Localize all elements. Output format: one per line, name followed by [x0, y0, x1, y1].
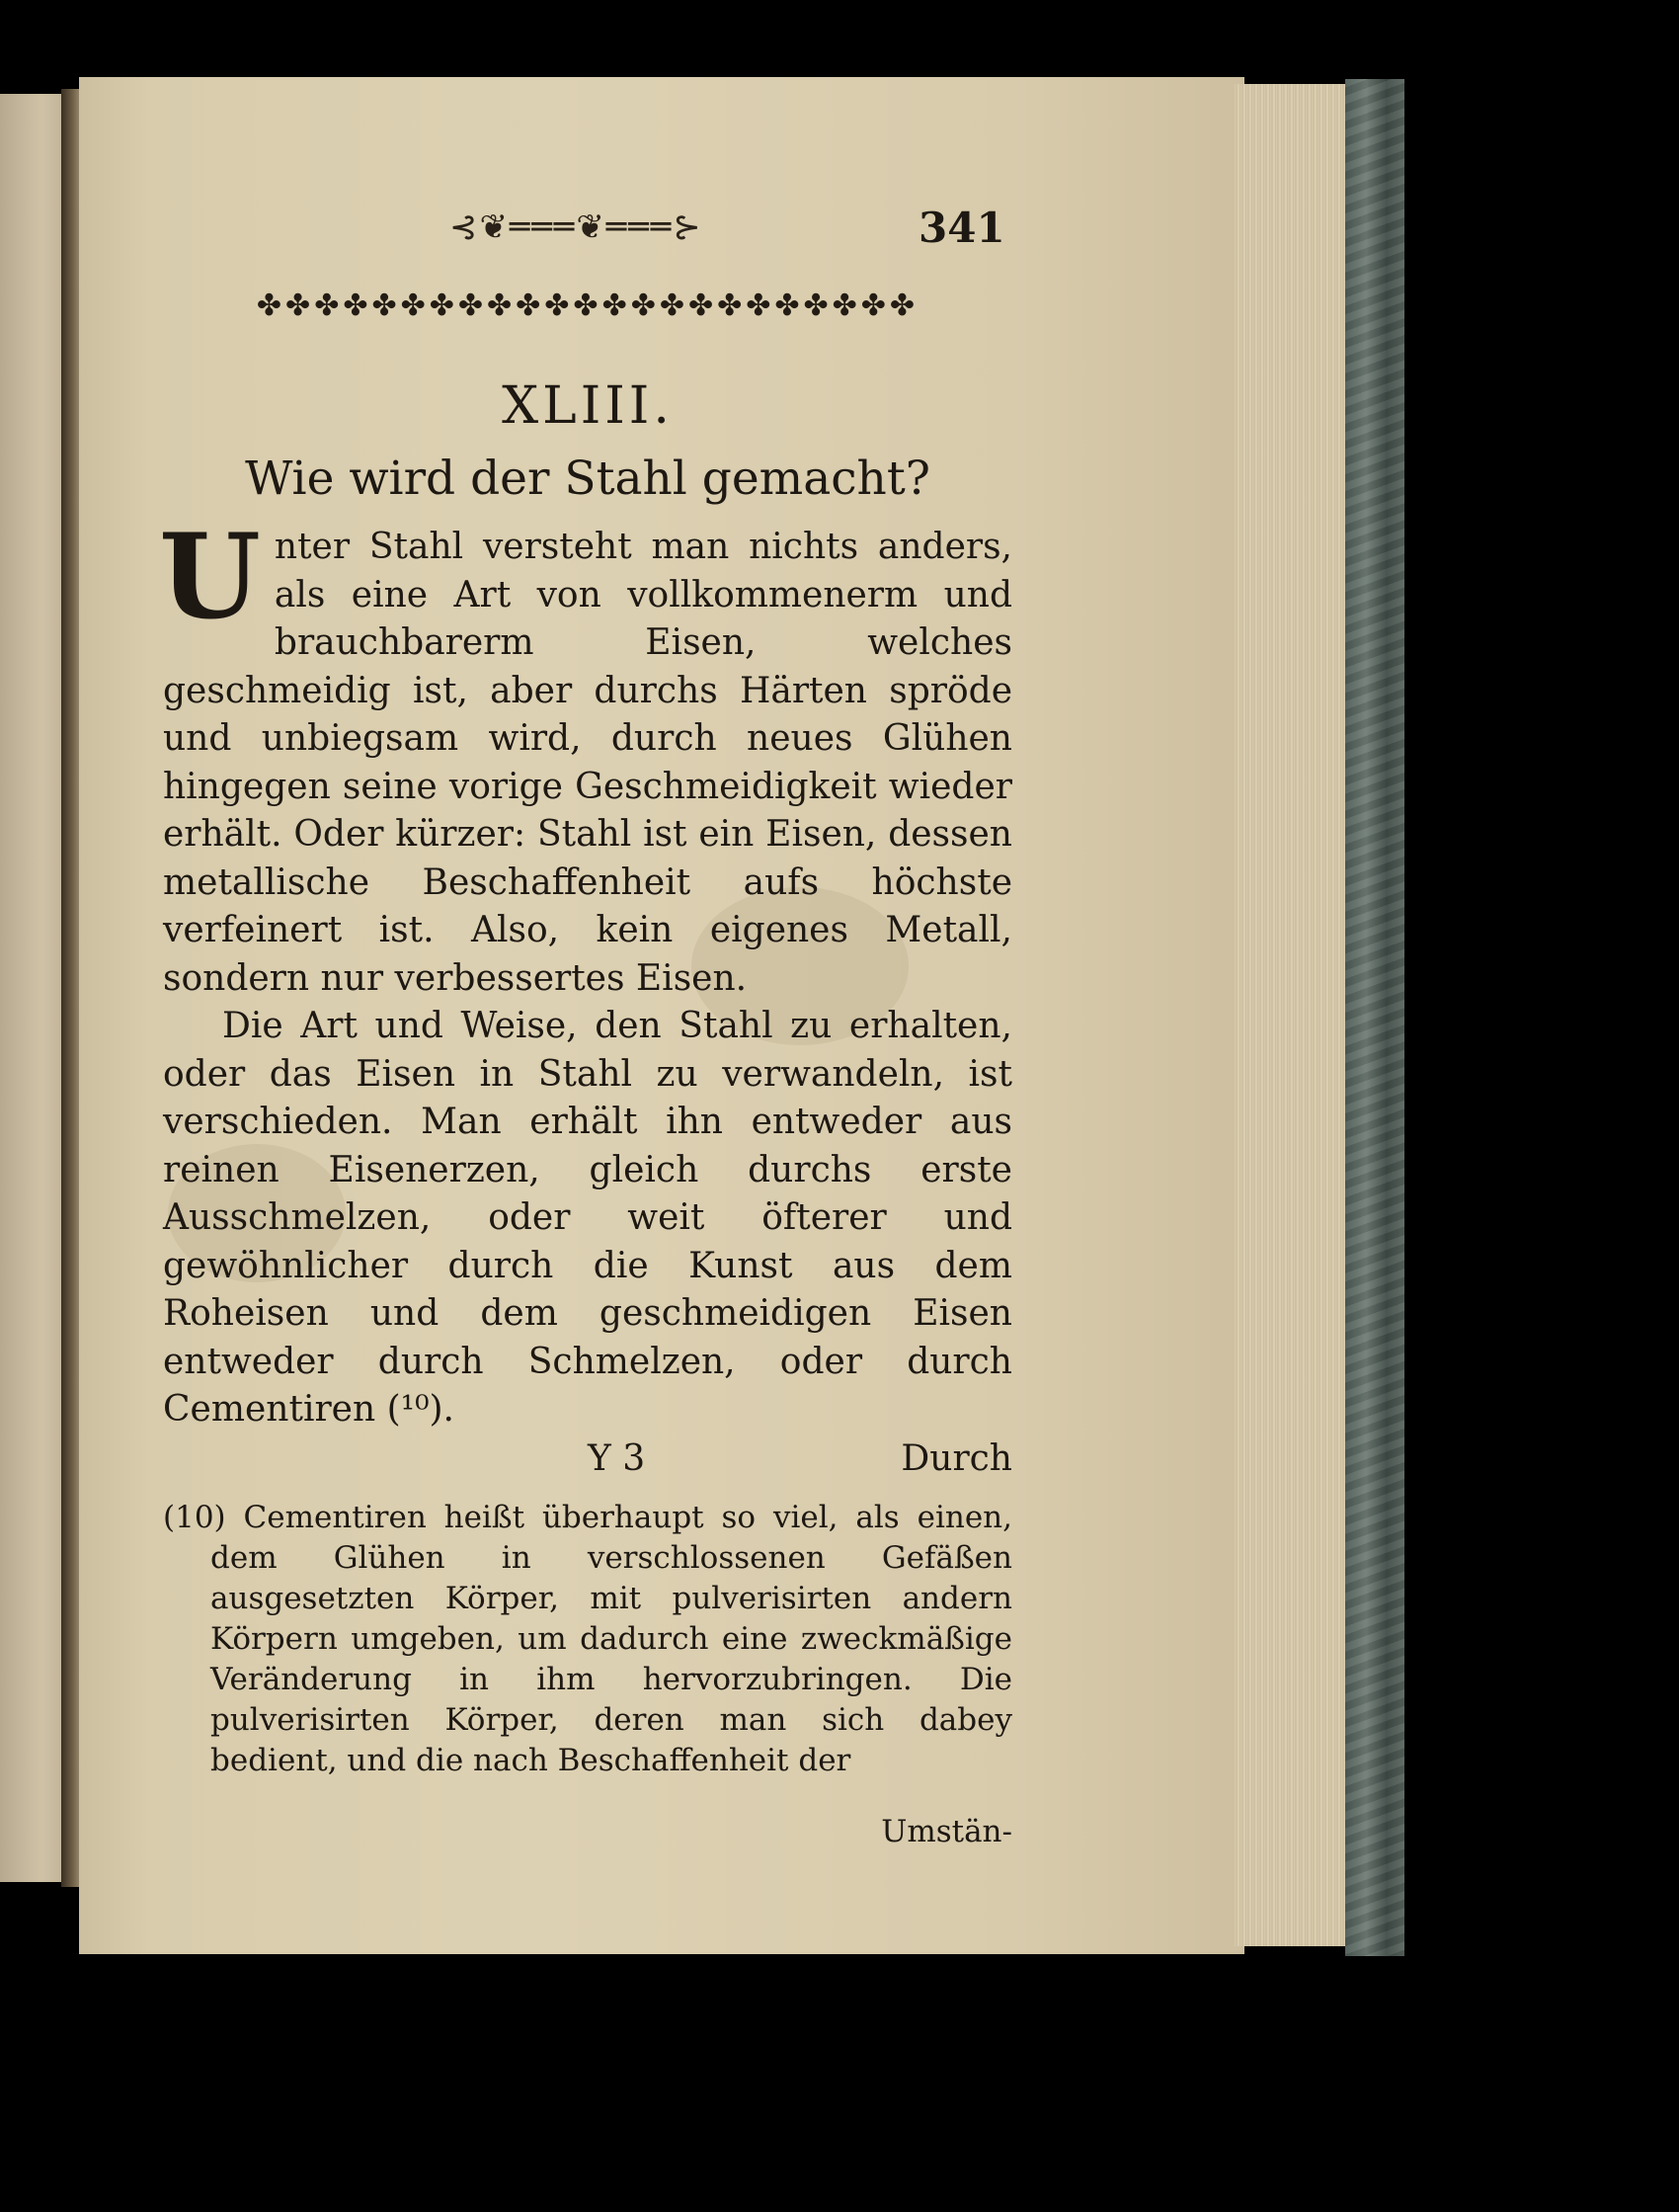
footnote-catchword: Umstän-	[881, 1813, 1012, 1849]
page-number: 341	[919, 204, 1005, 252]
catchword: Durch	[901, 1437, 1012, 1479]
page-edges	[1235, 84, 1348, 1946]
footnote: (10) Cementiren heißt überhaupt so viel, als einen, dem Glühen in verschlossenen Gefäßen ausgesetzten Körper, mit pulverisirten andern Körpern umgeben, um dadurch eine zweckmäßige Veränderung in ihm hervorzubringen. Die pulverisirten Körper, deren man sich dabey bedient, und die nach Beschaffenheit der	[163, 1499, 1012, 1778]
chapter-number: XLIII.	[502, 376, 674, 436]
paragraph: Die Art und Weise, den Stahl zu erhalten, oder das Eisen in Stahl zu verwandeln, ist verschieden. Man erhält ihn entweder aus reinen Eisenerzen, gleich durchs erste Ausschmelzen, oder weit öfterer und gewöhnlicher durch die Kunst aus dem Roheisen und dem geschmeidigen Eisen entweder durch Schmelzen, oder durch Cementiren (¹⁰).	[163, 1006, 1012, 1430]
paragraph: Unter Stahl versteht man nichts anders, als eine Art von vollkommenerm und brauchbarerm Eisen, welches geschmeidig ist, aber durchs Härten spröde und unbiegsam wird, durch neues Glühen hingegen seine vorige Geschmeidigkeit wieder erhält. Oder kürzer: Stahl ist ein Eisen, dessen metallische Beschaffenheit aufs höchste verfeinert ist. Also, kein eigenes Metall, sondern nur verbessertes Eisen.	[159, 508, 1012, 999]
book-cover	[1345, 79, 1404, 1956]
ornament-rule: ✤✤✤✤✤✤✤✤✤✤✤✤✤✤✤✤✤✤✤✤✤✤✤	[256, 288, 919, 323]
page-footer	[163, 1438, 1012, 1490]
chapter-title: Wie wird der Stahl gemacht?	[245, 451, 930, 506]
signature-mark: Y 3	[588, 1437, 646, 1479]
page-header	[163, 198, 1012, 267]
body-text	[159, 508, 1012, 1434]
page-content	[159, 198, 1012, 1852]
left-page-edge	[0, 94, 69, 1882]
header-vignette: ⊰❦═══❦═══⊱	[449, 207, 703, 247]
